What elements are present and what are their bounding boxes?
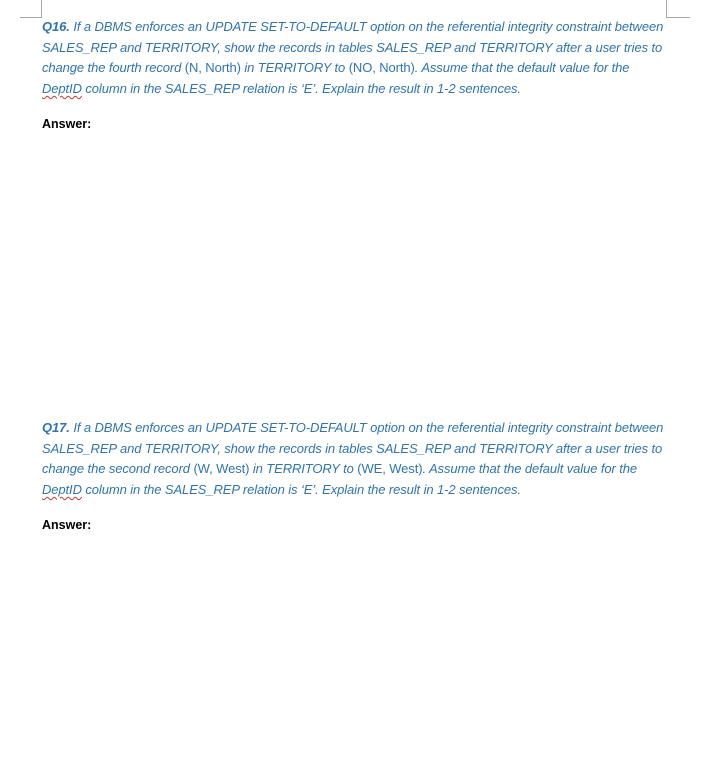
- question-text: column in the SALES_REP relation is ‘E’. Explain the result in 1-2 sentences.: [81, 482, 521, 498]
- top-left-crop-mark: [20, 0, 42, 18]
- old-record-value: (N, North): [184, 60, 241, 76]
- new-record-value: (WE, West): [357, 461, 423, 477]
- question-text: If a DBMS enforces an UPDATE SET-TO-DEFAULT option on the referential integrity constraint between SALES_REP and TERRITORY, show the records in tables SALES_REP and TERRITORY after a user tries to change the fourth record: [42, 19, 664, 76]
- question-text: If a DBMS enforces an UPDATE SET-TO-DEFAULT option on the referential integrity constraint between SALES_REP and TERRITORY, show the records in tables SALES_REP and TERRITORY after a user tries to change the second record: [42, 420, 664, 477]
- new-record-value: (NO, North): [348, 60, 415, 76]
- question-16[interactable]: [42, 17, 668, 100]
- question-number: Q16.: [42, 19, 70, 34]
- top-right-crop-mark: [666, 0, 690, 18]
- question-text: in TERRITORY to: [249, 461, 358, 477]
- question-17[interactable]: [42, 418, 668, 501]
- question-text: in TERRITORY to: [240, 60, 349, 76]
- question-text: . Assume that the default value for the: [414, 60, 630, 76]
- answer-area-16[interactable]: [42, 140, 668, 410]
- question-text: column in the SALES_REP relation is ‘E’. Explain the result in 1-2 sentences.: [81, 81, 521, 97]
- spellcheck-word-deptid[interactable]: DeptID: [42, 482, 82, 498]
- answer-label-17: Answer:: [42, 518, 92, 532]
- question-text: . Assume that the default value for the: [422, 461, 638, 477]
- question-number: Q17.: [42, 420, 70, 435]
- old-record-value: (W, West): [193, 461, 250, 477]
- spellcheck-word-deptid[interactable]: DeptID: [42, 81, 82, 97]
- answer-area-17[interactable]: [42, 541, 668, 761]
- answer-label-16: Answer:: [42, 117, 92, 131]
